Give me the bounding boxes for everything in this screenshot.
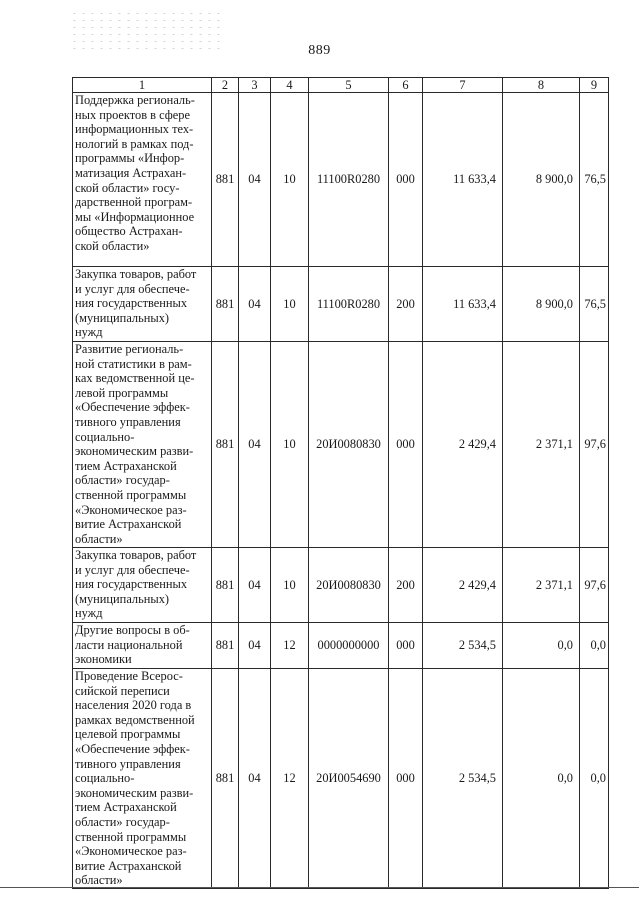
cell-col-8: 2 371,1 [503, 342, 580, 548]
cell-col-7: 11 633,4 [423, 93, 503, 267]
cell-col-3: 04 [239, 267, 271, 342]
header-col-3: 3 [239, 78, 271, 93]
cell-col-8: 8 900,0 [503, 93, 580, 267]
header-col-7: 7 [423, 78, 503, 93]
cell-col-6: 000 [389, 342, 423, 548]
header-col-4: 4 [271, 78, 309, 93]
cell-col-9: 76,5 [580, 267, 609, 342]
header-col-5: 5 [309, 78, 389, 93]
cell-col-8: 8 900,0 [503, 267, 580, 342]
cell-col-9: 97,6 [580, 342, 609, 548]
cell-col-5: 20И0080830 [309, 548, 389, 623]
table-row [73, 669, 609, 889]
table-row [73, 93, 609, 267]
cell-col-8: 0,0 [503, 669, 580, 889]
cell-col-4: 10 [271, 548, 309, 623]
table-row [73, 342, 609, 548]
cell-col-5: 0000000000 [309, 623, 389, 669]
cell-col-6: 000 [389, 93, 423, 267]
cell-col-6: 200 [389, 267, 423, 342]
header-col-2: 2 [212, 78, 239, 93]
cell-col-4: 10 [271, 267, 309, 342]
cell-col-9: 0,0 [580, 669, 609, 889]
cell-col-7: 2 429,4 [423, 548, 503, 623]
cell-col-9: 97,6 [580, 548, 609, 623]
header-col-8: 8 [503, 78, 580, 93]
header-col-1: 1 [73, 78, 212, 93]
cell-col-2: 881 [212, 267, 239, 342]
row-name: Закупка товаров, работ и услуг для обеспече- ния государственных (муниципальных) нужд [73, 548, 212, 623]
cell-col-9: 0,0 [580, 623, 609, 669]
cell-col-8: 2 371,1 [503, 548, 580, 623]
cell-col-3: 04 [239, 623, 271, 669]
page-edge-line [0, 887, 639, 888]
cell-col-5: 20И0080830 [309, 342, 389, 548]
cell-col-7: 2 534,5 [423, 623, 503, 669]
cell-col-4: 12 [271, 669, 309, 889]
cell-col-5: 11100R0280 [309, 267, 389, 342]
cell-col-2: 881 [212, 669, 239, 889]
cell-col-7: 11 633,4 [423, 267, 503, 342]
header-col-6: 6 [389, 78, 423, 93]
header-col-9: 9 [580, 78, 609, 93]
cell-col-7: 2 534,5 [423, 669, 503, 889]
cell-col-3: 04 [239, 548, 271, 623]
table-row [73, 548, 609, 623]
cell-col-4: 12 [271, 623, 309, 669]
cell-col-2: 881 [212, 623, 239, 669]
cell-col-6: 000 [389, 623, 423, 669]
budget-table [72, 77, 609, 889]
row-name: Закупка товаров, работ и услуг для обеспече- ния государственных (муниципальных) нужд [73, 267, 212, 342]
cell-col-4: 10 [271, 342, 309, 548]
table-row [73, 267, 609, 342]
cell-col-3: 04 [239, 342, 271, 548]
header-row [73, 78, 609, 93]
row-name: Проведение Всерос- сийской переписи населения 2020 года в рамках ведомственной целевой программы «Обеспечение эффек- тивного управления социально- экономическим разви- тием Астраханской области» государ- ственной программы «Экономическое раз- витие Астраханской области» [73, 669, 212, 889]
cell-col-2: 881 [212, 342, 239, 548]
row-name: Развитие региональ- ной статистики в рам- ках ведомственной це- левой программы «Обеспечение эффек- тивного управления социально- экономическим разви- тием Астраханской области» государ- ственной программы «Экономическое раз- витие Астраханской области» [73, 342, 212, 548]
cell-col-3: 04 [239, 669, 271, 889]
cell-col-3: 04 [239, 93, 271, 267]
cell-col-6: 000 [389, 669, 423, 889]
page-number: 889 [308, 43, 331, 58]
cell-col-2: 881 [212, 548, 239, 623]
row-name: Поддержка региональ- ных проектов в сфере информационных тех- нологий в рамках под- программы «Инфор- матизация Астрахан- ской области» госу- дарственной програм- мы «Информационное общество Астрахан- ской области» [73, 93, 212, 267]
row-name: Другие вопросы в об- ласти национальной экономики [73, 623, 212, 669]
cell-col-7: 2 429,4 [423, 342, 503, 548]
cell-col-5: 11100R0280 [309, 93, 389, 267]
table-row [73, 623, 609, 669]
cell-col-5: 20И0054690 [309, 669, 389, 889]
cell-col-2: 881 [212, 93, 239, 267]
cell-col-9: 76,5 [580, 93, 609, 267]
cell-col-4: 10 [271, 93, 309, 267]
cell-col-8: 0,0 [503, 623, 580, 669]
cell-col-6: 200 [389, 548, 423, 623]
